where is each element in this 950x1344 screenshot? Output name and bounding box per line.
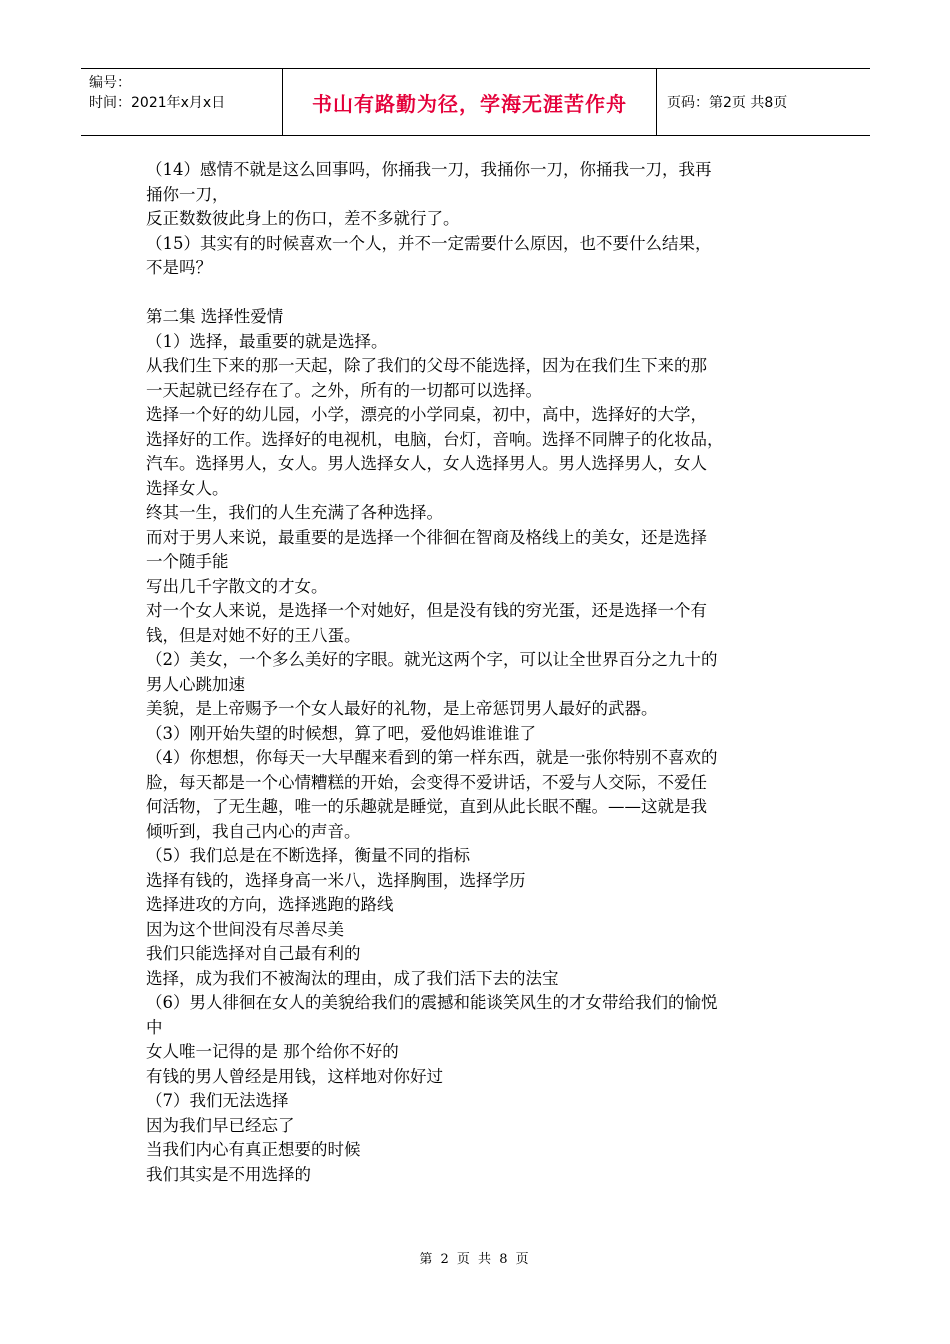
body-text-line: 汽车。选择男人，女人。男人选择女人，女人选择男人。男人选择男人，女人 [146, 454, 707, 473]
body-text-line: 选择进攻的方向，选择逃跑的路线 [146, 895, 394, 914]
body-text-line: 一天起就已经存在了。之外，所有的一切都可以选择。 [146, 380, 542, 400]
body-text-line: 捅你一刀， [146, 184, 229, 204]
body-text-line: 女人唯一记得的是 那个给你不好的 [146, 1042, 399, 1061]
body-text-line: 终其一生，我们的人生充满了各种选择。 [146, 503, 443, 522]
header-motto: 书山有路勤为径，学海无涯苦作舟 [283, 69, 657, 135]
body-text-line: 选择有钱的，选择身高一米八，选择胸围，选择学历 [146, 870, 526, 890]
header-page-info: 页码：第2页 共8页 [667, 95, 788, 111]
body-text-line: 选择，成为我们不被淘汰的理由，成了我们活下去的法宝 [146, 968, 559, 988]
body-text-line: （3）刚开始失望的时候想，算了吧，爱他妈谁谁谁了 [146, 723, 536, 743]
body-text-line: （4）你想想，你每天一大早醒来看到的第一样东西，就是一张你特别不喜欢的 [146, 748, 718, 767]
body-text-line: （2）美女，一个多么美好的字眼。就光这两个字，可以让全世界百分之九十的 [146, 650, 718, 669]
page-footer: 第 2 页 共 8 页 [419, 1252, 531, 1267]
document-body [146, 158, 811, 1187]
body-text-line: 选择女人。 [146, 478, 229, 498]
body-text-line: 我们只能选择对自己最有利的 [146, 944, 361, 963]
body-text-line: （6）男人徘徊在女人的美貌给我们的震撼和能谈笑风生的才女带给我们的愉悦 [146, 993, 718, 1012]
body-text-line: 钱，但是对她不好的王八蛋。 [146, 625, 361, 645]
body-text-line: 而对于男人来说，最重要的是选择一个徘徊在智商及格线上的美女，还是选择 [146, 527, 707, 547]
body-text-line: 有钱的男人曾经是用钱，这样地对你好过 [146, 1066, 443, 1086]
body-text-line: 第二集 选择性爱情 [146, 307, 284, 326]
body-text-line: 一个随手能 [146, 552, 229, 571]
body-text-line: （7）我们无法选择 [146, 1091, 289, 1110]
body-text-line: 因为我们早已经忘了 [146, 1115, 295, 1135]
blank-line [146, 281, 811, 306]
body-text-line: 男人心跳加速 [146, 674, 245, 694]
body-text-line: 脸，每天都是一个心情糟糕的开始，会变得不爱讲话，不爱与人交际，不爱任 [146, 772, 707, 792]
document-number-label: 编号： [89, 75, 131, 91]
body-text-line: 对一个女人来说，是选择一个对她好，但是没有钱的穷光蛋，还是选择一个有 [146, 601, 707, 620]
body-text-line: （14）感情不就是这么回事吗，你捅我一刀，我捅你一刀，你捅我一刀，我再 [146, 160, 712, 179]
body-text-line: （15）其实有的时候喜欢一个人，并不一定需要什么原因，也不要什么结果， [146, 233, 712, 253]
body-text-line: 选择好的工作。选择好的电视机，电脑，台灯，音响。选择不同牌子的化妆品， [146, 429, 724, 449]
body-text-line: 何活物，了无生趣，唯一的乐趣就是睡觉，直到从此长眠不醒。——这就是我 [146, 797, 707, 816]
page-header [81, 68, 870, 136]
body-text-line: 我们其实是不用选择的 [146, 1164, 311, 1184]
body-text-line: 反正数数彼此身上的伤口，差不多就行了。 [146, 209, 460, 228]
body-text-line: （1）选择，最重要的就是选择。 [146, 331, 388, 351]
body-text-line: 当我们内心有真正想要的时候 [146, 1140, 361, 1159]
body-text-line: 从我们生下来的那一天起，除了我们的父母不能选择，因为在我们生下来的那 [146, 356, 707, 375]
header-meta [81, 69, 283, 135]
body-text-line: 倾听到，我自己内心的声音。 [146, 821, 361, 841]
body-text-line: 中 [146, 1017, 163, 1037]
body-text-line: 因为这个世间没有尽善尽美 [146, 919, 344, 939]
document-date-label: 时间：2021年x月x日 [89, 95, 226, 111]
body-text-line: （5）我们总是在不断选择，衡量不同的指标 [146, 846, 470, 865]
body-text-line: 美貌，是上帝赐予一个女人最好的礼物，是上帝惩罚男人最好的武器。 [146, 699, 658, 718]
body-text-line: 选择一个好的幼儿园，小学，漂亮的小学同桌，初中，高中，选择好的大学， [146, 405, 707, 424]
body-text-line: 写出几千字散文的才女。 [146, 576, 328, 596]
body-text-line: 不是吗？ [146, 258, 212, 277]
